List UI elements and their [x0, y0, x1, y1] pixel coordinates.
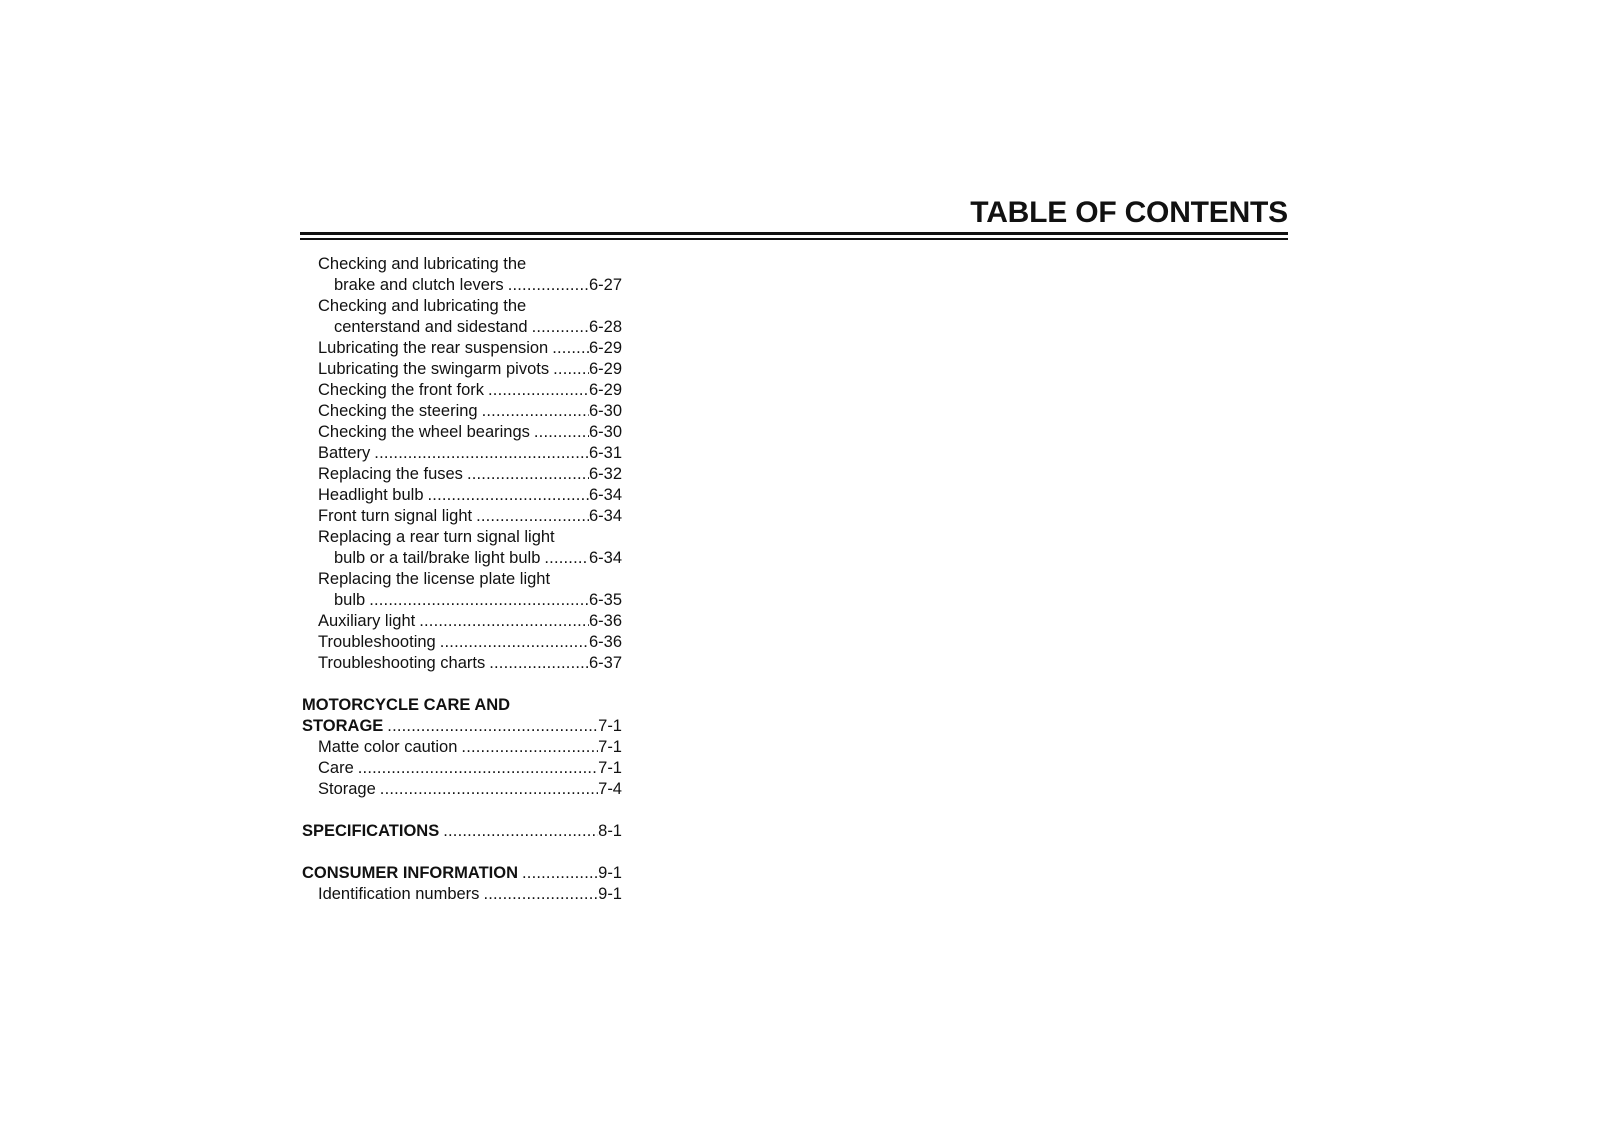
toc-entry[interactable] [302, 779, 622, 800]
toc-entry-title: SPECIFICATIONS [302, 821, 443, 842]
toc-dot-leader [380, 779, 598, 800]
title-rule-bottom [300, 238, 1288, 240]
toc-dot-leader [476, 506, 589, 527]
toc-entry-title: Lubricating the swingarm pivots [318, 359, 553, 380]
toc-entry[interactable] [302, 506, 622, 527]
toc-entry[interactable] [302, 296, 622, 317]
toc-gap [302, 800, 622, 821]
toc-entry[interactable] [302, 380, 622, 401]
toc-entry[interactable] [302, 443, 622, 464]
toc-dot-leader [369, 590, 589, 611]
toc-page-number: 6-34 [588, 507, 622, 525]
toc-page-number: 6-28 [588, 318, 622, 336]
toc-entry[interactable] [302, 737, 622, 758]
toc-entry[interactable] [302, 485, 622, 506]
page-title: TABLE OF CONTENTS [970, 196, 1288, 229]
toc-entry[interactable] [302, 653, 622, 674]
toc-entry-title: Checking the wheel bearings [318, 422, 534, 443]
toc-entry[interactable] [302, 527, 622, 548]
toc-page-number: 7-1 [598, 738, 622, 756]
toc-entry[interactable] [302, 275, 622, 296]
toc-entry[interactable] [302, 758, 622, 779]
toc-page-number: 7-4 [598, 780, 622, 798]
toc-page-number: 6-30 [588, 402, 622, 420]
toc-page-number: 6-36 [588, 633, 622, 651]
toc-entry-title: Replacing the license plate light [318, 569, 554, 590]
toc-dot-leader [461, 737, 598, 758]
toc-page-number: 9-1 [598, 885, 622, 903]
toc-page-number: 8-1 [598, 822, 622, 840]
toc-entry[interactable] [302, 632, 622, 653]
toc-section-entry[interactable] [302, 716, 622, 737]
toc-entry-title: bulb [334, 590, 369, 611]
toc-entry-title: Checking and lubricating the [318, 254, 530, 275]
toc-entry[interactable] [302, 401, 622, 422]
toc-gap [302, 842, 622, 863]
toc-dot-leader [534, 422, 589, 443]
toc-dot-leader [483, 884, 598, 905]
toc-section-entry[interactable] [302, 695, 622, 716]
toc-entry-title: Checking and lubricating the [318, 296, 530, 317]
toc-dot-leader [482, 401, 589, 422]
toc-entry-title: Matte color caution [318, 737, 461, 758]
toc-page-number: 6-29 [588, 360, 622, 378]
toc-entry[interactable] [302, 611, 622, 632]
toc-page-number: 6-32 [588, 465, 622, 483]
toc-entry[interactable] [302, 884, 622, 905]
toc-page-number: 6-36 [588, 612, 622, 630]
toc-entry-title: Headlight bulb [318, 485, 428, 506]
toc-entry-title: Checking the front fork [318, 380, 488, 401]
toc-entry-title: MOTORCYCLE CARE AND [302, 695, 514, 716]
toc-entry-title: brake and clutch levers [334, 275, 508, 296]
toc-entry[interactable] [302, 359, 622, 380]
toc-entry[interactable] [302, 338, 622, 359]
toc-entry-title: Replacing a rear turn signal light [318, 527, 559, 548]
toc-dot-leader [553, 359, 589, 380]
toc-entry-title: Care [318, 758, 358, 779]
toc-entry-title: Replacing the fuses [318, 464, 467, 485]
toc-entry-title: Battery [318, 443, 374, 464]
toc-entry[interactable] [302, 548, 622, 569]
toc-entry[interactable] [302, 590, 622, 611]
toc-dot-leader [358, 758, 598, 779]
toc-entry-title: Auxiliary light [318, 611, 419, 632]
toc-entry[interactable] [302, 317, 622, 338]
toc-dot-leader [419, 611, 589, 632]
toc-entry-title: bulb or a tail/brake light bulb [334, 548, 544, 569]
toc-entry[interactable] [302, 422, 622, 443]
toc-entry-title: Identification numbers [318, 884, 483, 905]
toc-list [302, 254, 622, 905]
toc-entry-title: Lubricating the rear suspension [318, 338, 552, 359]
toc-gap [302, 674, 622, 695]
toc-dot-leader [489, 653, 589, 674]
toc-entry-title: CONSUMER INFORMATION [302, 863, 522, 884]
toc-entry-title: centerstand and sidestand [334, 317, 532, 338]
toc-entry-title: Troubleshooting [318, 632, 440, 653]
toc-dot-leader [387, 716, 598, 737]
toc-page-number: 6-34 [588, 486, 622, 504]
toc-dot-leader [544, 548, 589, 569]
toc-section-entry[interactable] [302, 821, 622, 842]
toc-dot-leader [440, 632, 589, 653]
toc-page-number: 6-31 [588, 444, 622, 462]
toc-page-number: 7-1 [598, 759, 622, 777]
toc-entry[interactable] [302, 254, 622, 275]
toc-entry-title: Front turn signal light [318, 506, 476, 527]
toc-dot-leader [488, 380, 589, 401]
toc-page-number: 6-34 [588, 549, 622, 567]
toc-dot-leader [508, 275, 589, 296]
toc-page-number: 6-29 [588, 381, 622, 399]
toc-dot-leader [467, 464, 589, 485]
toc-dot-leader [428, 485, 589, 506]
toc-page-number: 6-27 [588, 276, 622, 294]
toc-dot-leader [374, 443, 589, 464]
toc-section-entry[interactable] [302, 863, 622, 884]
toc-dot-leader [522, 863, 598, 884]
toc-entry-title: Checking the steering [318, 401, 482, 422]
toc-dot-leader [532, 317, 589, 338]
toc-page-number: 7-1 [598, 717, 622, 735]
toc-page-number: 6-35 [588, 591, 622, 609]
title-rule-top [300, 232, 1288, 235]
toc-page-number: 6-30 [588, 423, 622, 441]
toc-dot-leader [443, 821, 598, 842]
toc-entry-title: Troubleshooting charts [318, 653, 489, 674]
toc-entry-title: Storage [318, 779, 380, 800]
toc-page-number: 9-1 [598, 864, 622, 882]
toc-entry[interactable] [302, 464, 622, 485]
toc-page-number: 6-37 [588, 654, 622, 672]
toc-entry[interactable] [302, 569, 622, 590]
toc-dot-leader [552, 338, 589, 359]
toc-page-number: 6-29 [588, 339, 622, 357]
toc-entry-title: STORAGE [302, 716, 387, 737]
